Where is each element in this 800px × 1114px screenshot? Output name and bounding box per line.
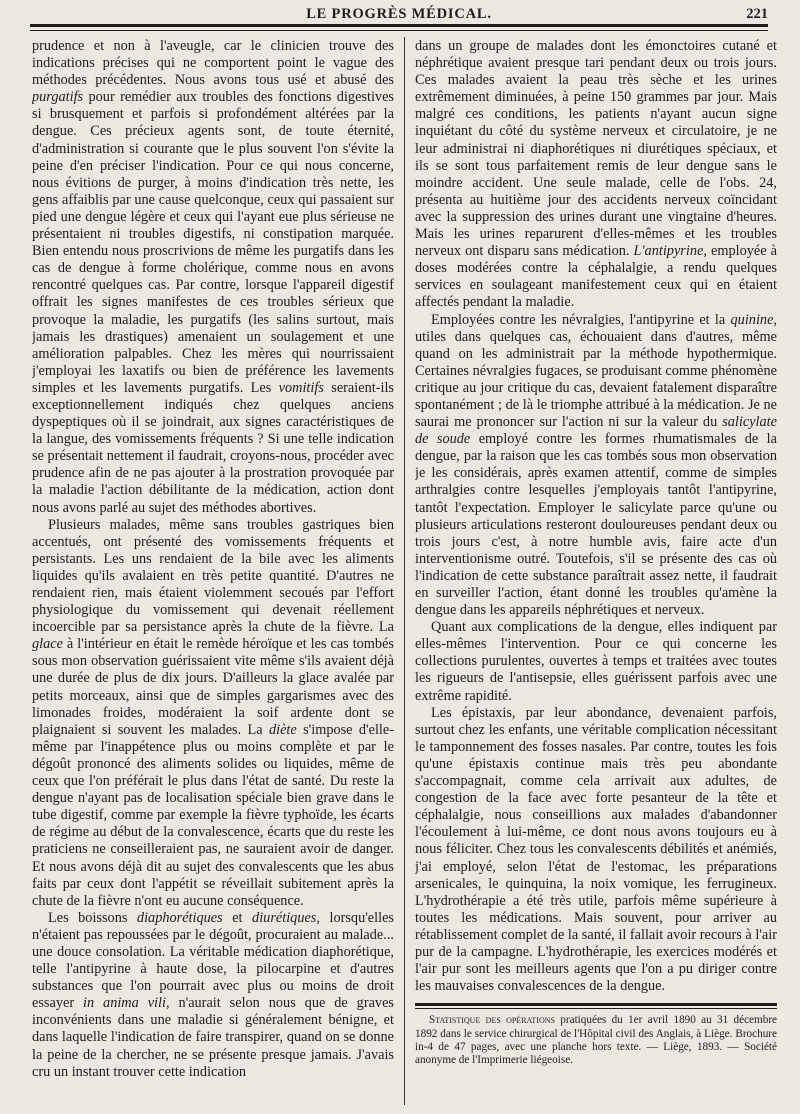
italic-term: L'antipyrine xyxy=(633,243,704,260)
text-run: Les boissons xyxy=(48,909,137,926)
paragraph xyxy=(32,517,394,910)
italic-term: salicylate de soude xyxy=(415,414,777,448)
header-rule-thin xyxy=(30,30,768,31)
text-run: Plusieurs malades, même sans troubles gastriques bien accentués, ont présenté des vomissements fréquents et persistants. Les uns rendaient de la bile avec les aliments liquides qu'ils avalaient en très petite quantité. D'autres ne rendaient rien, mais étaient violemment secoués par l'effort physiologique du vomissement qui devenait réellement incoercible par sa persistance après la chute de la fièvre. La xyxy=(32,516,394,636)
italic-term: quinine xyxy=(730,311,774,328)
statistics-note-text: pratiquées du 1er avril 1890 au 31 décembre 1892 dans le service chirurgical de l'Hôpital civil des Anglais, à Liège. Brochure in-4 de 47 pages, avec une planche hors texte. — Liège, 1893. — Société anonyme de l'Imprimerie liégeoise. xyxy=(415,1014,777,1067)
text-run: Quant aux complications de la dengue, elles indiquent par elles-mêmes l'intervention. Pour ce qui concerne les collections purulentes, ouvertes à temps et traitées avec toutes les rigueurs de l'antisepsie, elles guérissent parfois avec une extrême rapidité. xyxy=(415,619,777,704)
right-column-body xyxy=(415,38,777,995)
page-number: 221 xyxy=(746,6,768,22)
text-run: Employées contre les névralgies, l'antipyrine et la xyxy=(431,311,731,328)
text-run: seraient-ils exceptionnellement indiqués chez quelques anciens dyspeptiques où il se joindrait, aux signes caractéristiques de la langue, des vomissements fréquents ? Si une telle indication se présentait nettement il faudrait, croyons-nous, procéder avec prudence afin de ne pas ajouter à la prostration provoquée par la maladie l'action débilitante de la médication, action dont nous avons parlé au sujet des méthodes abortives. xyxy=(32,379,394,516)
text-run: , lorsqu'elles n'étaient pas repoussées par le dégoût, procuraient au malade... une douce consolation. La véritable médication diaphorétique, telle l'antipyrine à haute dose, la pilocarpine et d'autres substances que l'on pourrait avec plus ou moins de droit essayer xyxy=(32,909,394,1012)
running-header xyxy=(30,2,768,24)
text-run: à l'intérieur en était le remède héroïque et les cas tombés sous mon observation guérissaient vite même s'ils avaient déjà une durée de plus de dix jours. D'ailleurs la glace avalée par petits morceaux, ainsi que de simples gargarismes avec des limonades froides, modéraient la soif ardente dont se plaignaient si souvent les malades. La xyxy=(32,636,394,738)
text-run: , employée à doses modérées contre la céphalalgie, a rendu quelques services en soulageant manifestement ceux qui en étaient affectés pendant la maladie. xyxy=(415,243,777,311)
text-run: et xyxy=(222,909,253,926)
journal-title: LE PROGRÈS MÉDICAL. xyxy=(306,6,492,22)
header-rule-thick xyxy=(30,24,768,27)
text-run: , utiles dans quelques cas, échouaient dans d'autres, même quand on les administrait par la méthode hypothermique. Certaines névralgies fugaces, se produisant comme phénomène critique au jour critique du cas, devaient fatalement disparaître spontanément ; de là le triomphe attribué à la médication. Je ne saurai me prononcer sur l'action ni sur la valeur du xyxy=(415,311,777,431)
right-column xyxy=(415,38,777,1108)
text-run: , n'aurait selon nous que de graves inconvénients dans une maladie si généralement bénigne, et dans laquelle l'indication de faire transpirer, quand on se donne la peine de la chercher, ne se présente presque jamais. J'avais cru un instant trouver cette indication xyxy=(32,995,394,1080)
text-run: prudence et non à l'aveugle, car le clinicien trouve des indications précises qui ne comportent point le vague des méthodes précédentes. Nous avons tous usé et abusé des xyxy=(32,38,394,89)
italic-term: diaphorétiques xyxy=(136,909,223,926)
paragraph xyxy=(415,619,777,704)
paragraph xyxy=(415,38,777,312)
paragraph xyxy=(415,312,777,620)
text-run: employé contre les formes rhumatismales de la dengue, par la raison que les cas tombés sous mon observation je les considérais, après examen attentif, comme de simples arthralgies contre lesquelles j'employais tantôt l'antipyrine, tantôt l'expectation. Employer le salicylate parce qu'une ou plusieurs articulations resteront douloureuses pendant deux ou trois jours c'est, à notre humble avis, faire acte d'un interventionisme outré. Toutefois, s'il se présente des cas où l'indication de cette substance paraîtrait assez nette, il faudrait en surveiller l'action, étant donné les troubles qu'amène la dengue dans les appareils néphrétiques et nerveux. xyxy=(415,431,777,619)
text-run: pour remédier aux troubles des fonctions digestives si brusquement et parfois si profondément altérées par la dengue. Ces précieux agents sont, de toute éternité, d'administration si courante que le plus souvent l'on s'évite la peine d'en préciser l'indication. Pour ce qui nous concerne, nous évitions de purger, à moins d'indication très nette, les gens affaiblis par une cause quelconque, ceux qui passaient sur pied une dengue légère et ceux qui l'ayant eue plus sérieuse ne présentaient ni troubles digestifs, ni constipation marquée. Bien entendu nous proscrivions de même les purgatifs dans les cas de dengue à forme cholérique, comme nous en avons rencontré quelques cas. Par contre, lorsque l'appareil digestif offrait les signes manifestes de ces troubles sérieux que provoque la maladie, les purgatifs (les salins surtout, mais jamais les drastiques) amenaient un soulagement et une amélioration palpables. Chez les mères qui nourrissaient j'employai les laxatifs ou bien de préférence les lavements simples et les lavements purgatifs. Les xyxy=(32,89,394,396)
paragraph xyxy=(415,705,777,996)
paragraph xyxy=(32,38,394,517)
italic-term: glace xyxy=(32,636,63,653)
text-run: s'impose d'elle-même par l'inappétence plus ou moins complète et par le dégoût prononcé des aliments solides ou liquides, même de ceux que l'on préférait le plus dans l'état de santé. Du reste la dengue n'ayant pas de localisation spéciale bien grave dans le tube digestif, comme par exemple la fièvre typhoïde, les écarts de régime au début de la convalescence, écarts que du reste les praticiens ne conseilleraient pas, ne sauraient avoir de danger. Et nous avons déjà dit au sujet des convalescents que les abus faits par ceux dont l'appétit se réveillait subitement après la chute de la fièvre n'ont eu aucune conséquence. xyxy=(32,721,394,909)
text-run: dans un groupe de malades dont les émonctoires cutané et néphrétique avaient presque tari pendant deux ou trois jours. Ces malades avaient la peau très sèche et les urines extrêmement diminuées, à peine 150 grammes par jour. Mais malgré ces conditions, les patients n'ayant aucun signe inquiétant du côté du système nerveux et circulatoire, je ne leur administrai ni diaphorétiques ni diurétiques spéciaux, et ils se sont tous parfaitement remis de leur dengue sans le moindre accident. Une seule malade, celle de l'obs. 24, présenta au huitième jour des accidents nerveux coïncidant avec la suppression des urines durant une vingtaine d'heures. Mais les urines reparurent d'elles-mêmes et les troubles nerveux ont disparu sans médication. xyxy=(415,38,777,260)
left-column xyxy=(32,38,394,1108)
note-rule-thin xyxy=(415,1008,777,1009)
note-rule-thick xyxy=(415,1003,777,1006)
statistics-note xyxy=(415,1014,777,1068)
italic-term: in anima vili xyxy=(83,995,166,1012)
text-run: Les épistaxis, par leur abondance, devenaient parfois, surtout chez les enfants, une véritable complication nécessitant le tamponnement des fosses nasales. Par contre, toutes les fois qu'une épistaxis continue mais très peu abondante s'accompagnait, comme cela arrivait aux adultes, de congestion de la face avec forte pesanteur de la tête et céphalalgie, nous conseillions aux malades d'abandonner l'écoulement à lui-même, ce dont nous avons toujours eu à nous féliciter. Chez tous les convalescents débilités et anémiés, j'ai employé, selon l'état de l'estomac, les préparations arsenicales, le quinquina, la noix vomique, les ferrugineux. L'hydrothérapie a été très utile, parfois même supérieure à toutes les médications. Mais souvent, pour arriver au rétablissement complet de la santé, il fallait avoir recours à l'air pur de la campagne. L'hydrothérapie, les exercices modérés et l'air pur sont les meilleurs agents que l'on a pu diriger contre les mauvaises convalescences de la dengue. xyxy=(415,704,777,995)
italic-term: vomitifs xyxy=(278,379,324,396)
column-divider xyxy=(404,37,405,1105)
italic-term: diète xyxy=(268,721,297,738)
italic-term: diurétiques xyxy=(252,909,317,926)
italic-term: purgatifs xyxy=(32,89,84,106)
paragraph xyxy=(32,910,394,1081)
statistics-note-label: Statistique des opérations xyxy=(429,1014,555,1027)
